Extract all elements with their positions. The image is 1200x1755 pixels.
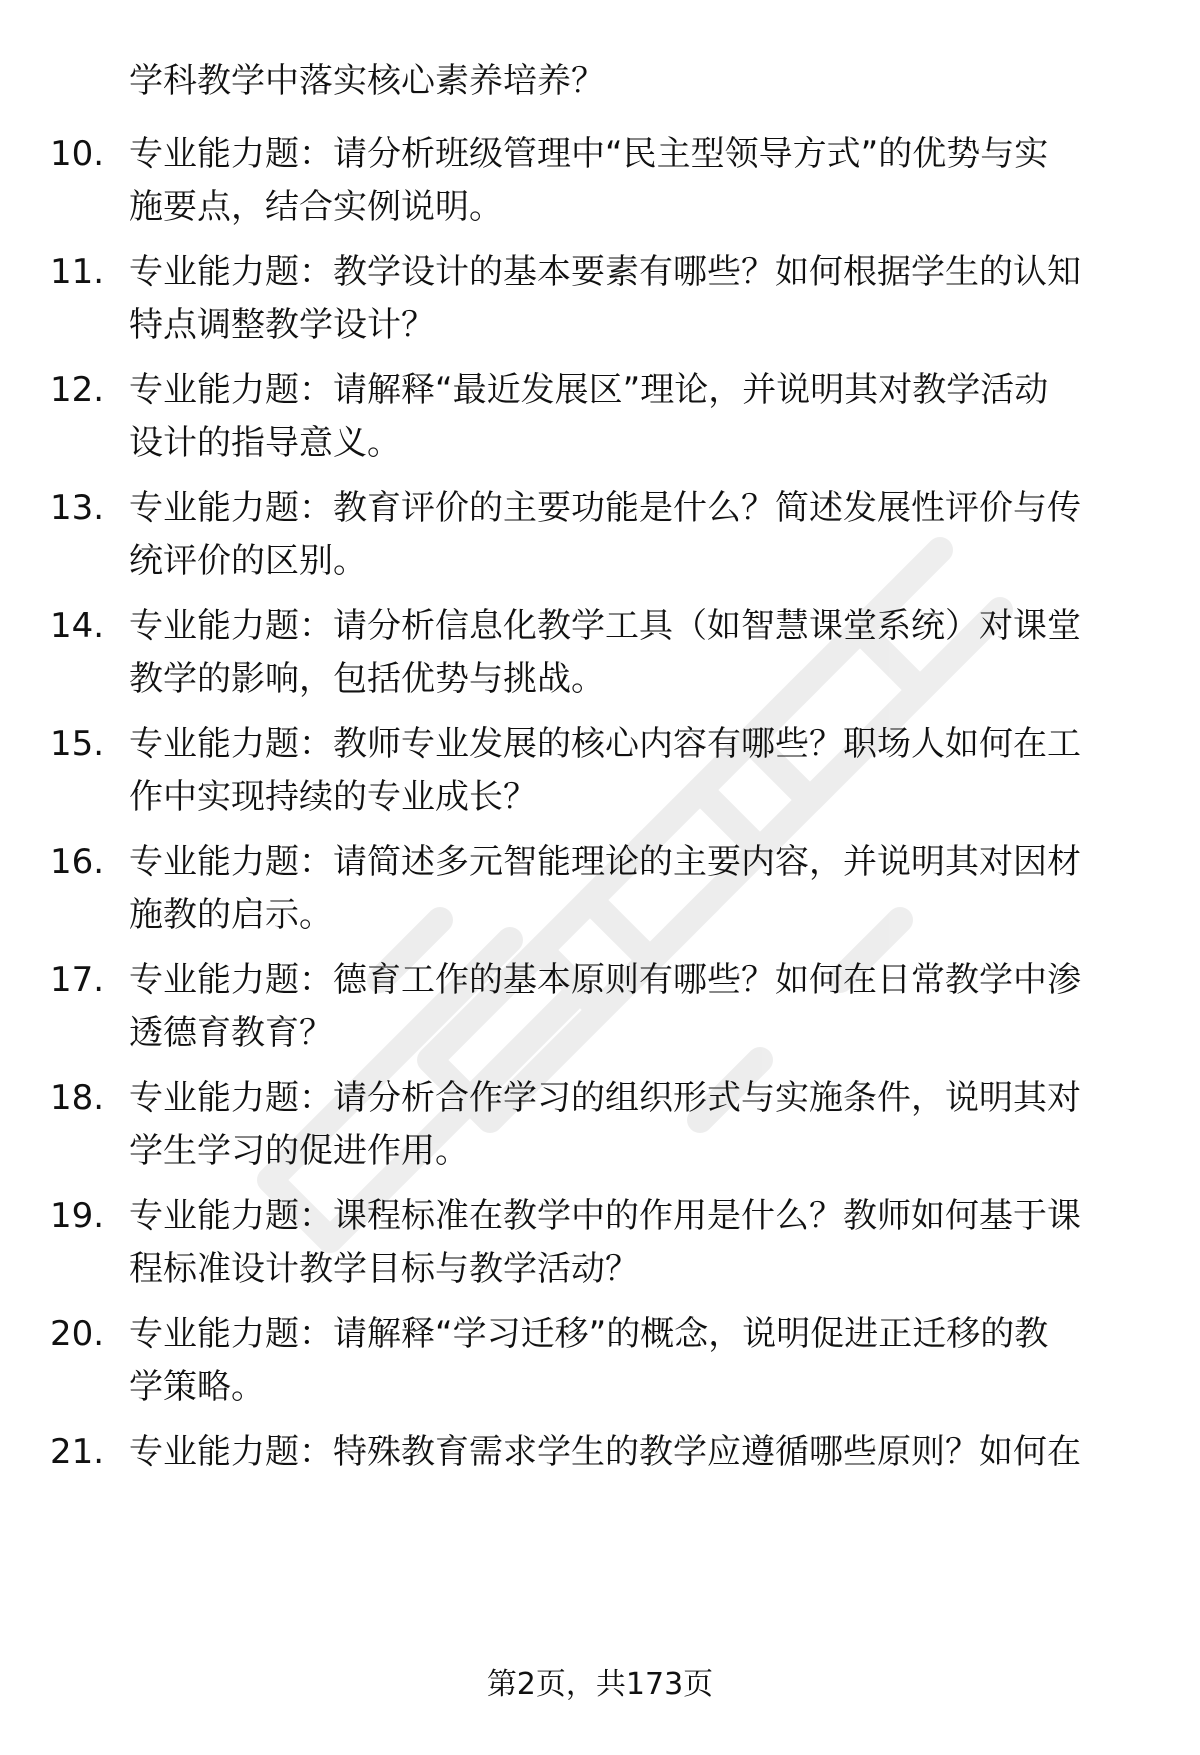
item-text: 专业能力题：课程标准在教学中的作用是什么？教师如何基于课 程标准设计教学目标与教学活动？ (129, 1196, 1081, 1289)
item-number: 15. (50, 724, 105, 764)
continuation-line: 学科教学中落实核心素养培养？ (129, 61, 605, 101)
item-text: 专业能力题：请分析班级管理中“民主型领导方式”的优势与实 施要点，结合实例说明。 (129, 134, 1049, 227)
item-text: 专业能力题：教师专业发展的核心内容有哪些？职场人如何在工 作中实现持续的专业成长？ (129, 724, 1081, 817)
item-number: 16. (50, 842, 105, 882)
item-text: 专业能力题：请解释“学习迁移”的概念，说明促进正迁移的教 学策略。 (129, 1314, 1049, 1407)
item-text: 专业能力题：请简述多元智能理论的主要内容，并说明其对因材 施教的启示。 (129, 842, 1081, 935)
item-text: 专业能力题：德育工作的基本原则有哪些？如何在日常教学中渗 透德育教育？ (129, 960, 1081, 1053)
item-number: 17. (50, 960, 105, 1000)
item-number: 20. (50, 1314, 105, 1354)
item-number: 18. (50, 1078, 105, 1118)
item-text: 专业能力题：请解释“最近发展区”理论，并说明其对教学活动 设计的指导意义。 (129, 370, 1049, 463)
item-number: 19. (50, 1196, 105, 1236)
item-number: 13. (50, 488, 105, 528)
item-number: 12. (50, 370, 105, 410)
item-text: 专业能力题：教学设计的基本要素有哪些？如何根据学生的认知 特点调整教学设计？ (129, 252, 1081, 345)
item-number: 10. (50, 134, 105, 174)
item-text: 专业能力题：特殊教育需求学生的教学应遵循哪些原则？如何在 (129, 1432, 1081, 1472)
item-text: 专业能力题：教育评价的主要功能是什么？简述发展性评价与传 统评价的区别。 (129, 488, 1081, 581)
item-number: 11. (50, 252, 105, 292)
item-number: 21. (50, 1432, 105, 1472)
item-text: 专业能力题：请分析合作学习的组织形式与实施条件，说明其对 学生学习的促进作用。 (129, 1078, 1081, 1171)
page-footer: 第2页，共173页 (486, 1667, 714, 1702)
item-text: 专业能力题：请分析信息化教学工具（如智慧课堂系统）对课堂 教学的影响，包括优势与挑战。 (129, 606, 1081, 699)
item-number: 14. (50, 606, 105, 646)
